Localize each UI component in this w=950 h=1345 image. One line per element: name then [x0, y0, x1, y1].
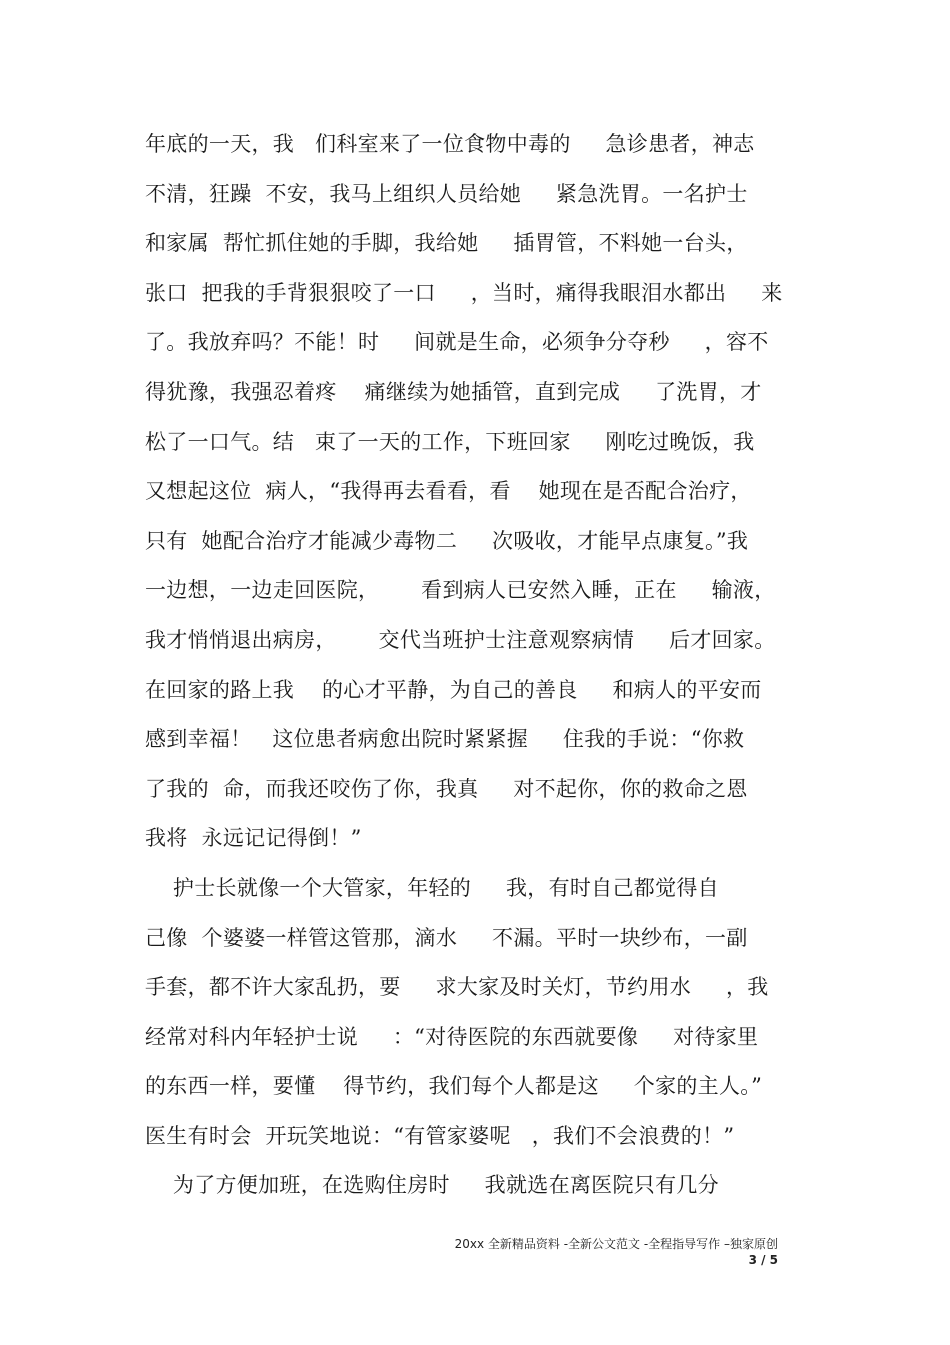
text-line: 我将 永远记记得倒！” — [145, 826, 362, 851]
body-text — [145, 120, 815, 1211]
text-line: 的东西一样，要懂 得节约，我们每个人都是这 个家的主人。” — [145, 1074, 763, 1099]
text-line: 只有 她配合治疗才能减少毒物二 次吸收，才能早点康复。”我 — [145, 528, 749, 553]
text-line: 为了方便加班，在选购住房时 我就选在离医院只有几分 — [145, 1173, 719, 1198]
text-line: 在回家的路上我 的心才平静，为自己的善良 和病人的平安而 — [145, 677, 762, 702]
page-footer — [455, 1236, 778, 1268]
text-line: 和家属 帮忙抓住她的手脚，我给她 插胃管，不料她一台头， — [145, 231, 748, 256]
text-line: 一边想，一边走回医院， 看到病人已安然入睡，正在 输液， — [145, 578, 776, 603]
text-line: 经常对科内年轻护士说 ：“对待医院的东西就要像 对待家里 — [145, 1024, 759, 1049]
text-line: 得犹豫，我强忍着疼 痛继续为她插管，直到完成 了洗胃，才 — [145, 379, 762, 404]
text-line: 我才悄悄退出病房， 交代当班护士注意观察病情 后才回家。 — [145, 627, 776, 652]
page-number: 3 / 5 — [748, 1253, 778, 1267]
text-line: 又想起这位 病人，“我得再去看看，看 她现在是否配合治疗， — [145, 479, 752, 504]
text-line: 松了一口气。结 束了一天的工作，下班回家 刚吃过晚饭，我 — [145, 429, 755, 454]
text-line: 己像 个婆婆一样管这管那，滴水 不漏。平时一块纱布，一副 — [145, 925, 748, 950]
text-line: 年底的一天，我 们科室来了一位食物中毒的 急诊患者，神志 — [145, 132, 755, 156]
text-line: 手套，都不许大家乱扔，要 求大家及时关灯，节约用水 ，我 — [145, 975, 769, 1000]
text-line: 不清，狂躁 不安，我马上组织人员给她 紧急洗胃。一名护士 — [145, 181, 748, 206]
text-line: 感到幸福！ 这位患者病愈出院时紧紧握 住我的手说：“你救 — [145, 727, 745, 752]
text-line: 医生有时会 开玩笑地说：“有管家婆呢 ，我们不会浪费的！” — [145, 1123, 735, 1148]
text-line: 了我的 命，而我还咬伤了你，我真 对不起你，你的救命之恩 — [145, 776, 748, 801]
text-line: 张口 把我的手背狠狠咬了一口 ，当时，痛得我眼泪水都出 来 — [145, 280, 783, 305]
text-line: 护士长就像一个大管家，年轻的 我，有时自己都觉得自 — [145, 875, 719, 900]
footer-tagline: 20xx 全新精品资料 -全新公文范文 -全程指导写作 –独家原创 — [454, 1237, 778, 1251]
text-line: 了。我放弃吗？不能！时 间就是生命，必须争分夺秒 ，容不 — [145, 330, 769, 355]
